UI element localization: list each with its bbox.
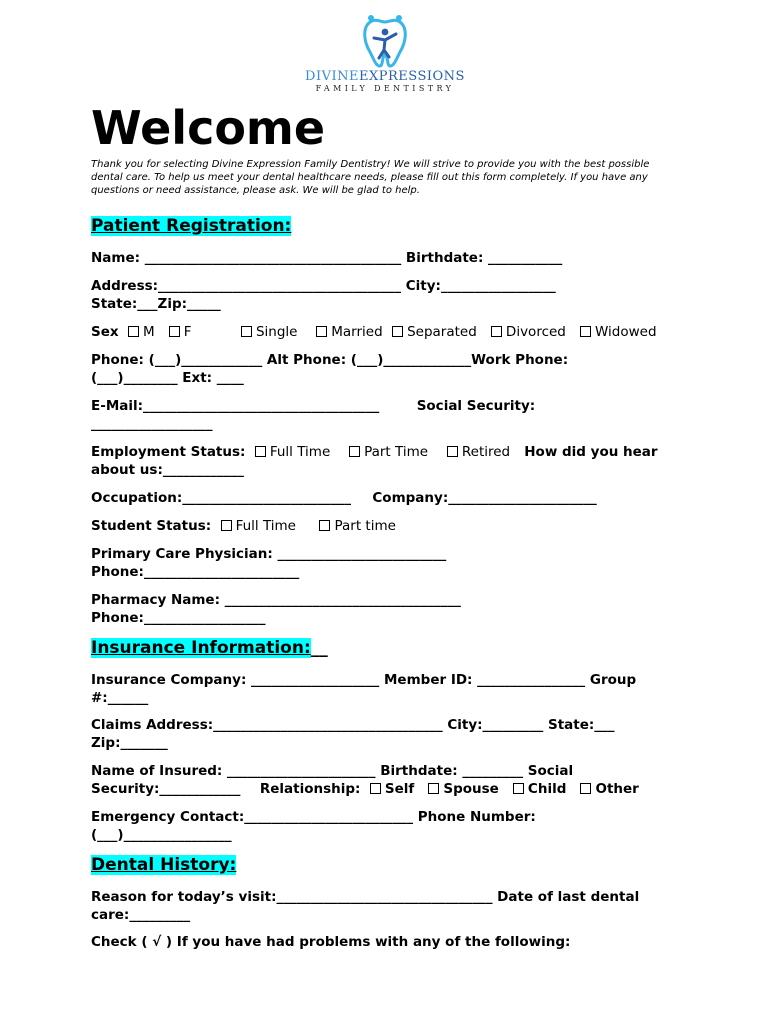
insured-relationship-line xyxy=(91,780,681,798)
checkbox-icon xyxy=(349,446,360,457)
brand-tagline: FAMILY DENTISTRY xyxy=(315,84,455,93)
marital-option-married[interactable]: Married xyxy=(316,324,382,340)
occupation-company-line xyxy=(91,489,681,507)
ssn-label: Social Security: xyxy=(416,398,536,414)
checkbox-icon xyxy=(255,446,266,457)
section-title: Insurance Information: xyxy=(91,638,311,658)
emergency-contact-line[interactable]: Emergency Contact:_________________________ Phone Number: xyxy=(91,809,536,825)
email-field[interactable]: E-Mail:___________________________________ xyxy=(91,398,380,414)
marital-option-widowed[interactable]: Widowed xyxy=(580,324,657,340)
relationship-option-spouse[interactable]: Spouse xyxy=(428,781,498,797)
brand-part-2: EXPRESSIONS xyxy=(359,69,465,84)
checkbox-icon xyxy=(447,446,458,457)
visit-reason-line[interactable]: Reason for today’s visit:________________________________ Date of last dental xyxy=(91,889,640,905)
pharmacy-line[interactable]: Pharmacy Name: ___________________________________ xyxy=(91,592,461,608)
ssn-field[interactable]: __________________ xyxy=(91,416,213,432)
name-birthdate-line[interactable]: Name: ______________________________________ Birthdate: ___________ xyxy=(91,250,563,266)
insured-ssn-field[interactable]: Security:____________ xyxy=(91,781,241,797)
brand-part-1: DIVINE xyxy=(305,69,359,84)
last-dental-care-line[interactable]: care:_________ xyxy=(91,907,191,923)
company-field[interactable]: Company:______________________ xyxy=(372,490,597,506)
pharmacy-phone-line[interactable]: Phone:__________________ xyxy=(91,610,266,626)
employment-status-line xyxy=(91,443,681,461)
checkbox-icon xyxy=(370,783,381,794)
occupation-field[interactable]: Occupation:_________________________ xyxy=(91,490,351,506)
student-option-full-time[interactable]: Full Time xyxy=(221,518,296,534)
claims-zip-line[interactable]: Zip:_______ xyxy=(91,735,168,751)
marital-option-divorced[interactable]: Divorced xyxy=(491,324,566,340)
how-heard-label: How did you hear xyxy=(524,444,658,460)
checkbox-icon xyxy=(221,520,232,531)
checkbox-icon xyxy=(580,326,591,337)
insured-name-line[interactable]: Name of Insured: ______________________ Birthdate: _________ Social xyxy=(91,763,574,779)
brand-name xyxy=(0,70,770,84)
section-insurance-information xyxy=(91,637,328,659)
employment-label: Employment Status: xyxy=(91,444,246,460)
section-title: Patient Registration: xyxy=(91,216,292,236)
marital-option-separated[interactable]: Separated xyxy=(392,324,477,340)
how-heard-field[interactable]: about us:____________ xyxy=(91,462,244,478)
claims-address-line[interactable]: Claims Address:__________________________________ City:_________ State:___ xyxy=(91,717,615,733)
insurance-company-line[interactable]: Insurance Company: ___________________ Member ID: ________________ Group xyxy=(91,672,637,688)
intro-text: Thank you for selecting Divine Expression Family Dentistry! We will strive to provide you with the best possible dental care. To help us meet your dental healthcare needs, please fill out this form completely. If you have any questions or need assistance, please ask. We will be glad to help. xyxy=(91,159,650,196)
employment-option-full-time[interactable]: Full Time xyxy=(255,444,330,460)
sex-option-m[interactable]: M xyxy=(128,324,155,340)
student-status-line xyxy=(91,517,681,535)
sex-label: Sex xyxy=(91,324,119,340)
emergency-phone-line[interactable]: (___)________________ xyxy=(91,827,232,843)
group-number-line[interactable]: #:______ xyxy=(91,690,149,706)
phone-ext-line[interactable]: (___)________ Ext: ____ xyxy=(91,370,244,386)
relationship-option-child[interactable]: Child xyxy=(513,781,566,797)
checkbox-icon xyxy=(241,326,252,337)
page-title: Welcome xyxy=(91,101,326,155)
relationship-option-other[interactable]: Other xyxy=(580,781,638,797)
student-option-part-time[interactable]: Part time xyxy=(319,518,395,534)
sex-marital-line xyxy=(91,323,681,341)
state-zip-line[interactable]: State:___Zip:_____ xyxy=(91,296,221,312)
checkbox-icon xyxy=(428,783,439,794)
checkbox-icon xyxy=(319,520,330,531)
checkbox-icon xyxy=(580,783,591,794)
checkbox-icon xyxy=(491,326,502,337)
employment-option-retired[interactable]: Retired xyxy=(447,444,510,460)
section-dental-history xyxy=(91,854,236,876)
checkbox-icon xyxy=(513,783,524,794)
marital-option-single[interactable]: Single xyxy=(241,324,298,340)
dental-problems-instruction: Check ( √ ) If you have had problems with any of the following: xyxy=(91,934,571,950)
employment-option-part-time[interactable]: Part Time xyxy=(349,444,428,460)
checkbox-icon xyxy=(392,326,403,337)
section-title: Dental History: xyxy=(91,855,237,875)
relationship-option-self[interactable]: Self xyxy=(370,781,414,797)
checkbox-icon xyxy=(316,326,327,337)
checkbox-icon xyxy=(169,326,180,337)
student-label: Student Status: xyxy=(91,518,212,534)
checkbox-icon xyxy=(128,326,139,337)
section-patient-registration xyxy=(91,215,291,237)
practice-logo xyxy=(0,12,770,94)
pcp-line[interactable]: Primary Care Physician: _________________________ xyxy=(91,546,447,562)
sex-option-f[interactable]: F xyxy=(169,324,192,340)
tooth-logo-icon xyxy=(360,12,410,68)
email-ssn-line xyxy=(91,397,681,415)
address-city-line[interactable]: Address:____________________________________ City:_________________ xyxy=(91,278,556,294)
phone-line[interactable]: Phone: (___)____________ Alt Phone: (___)_____________Work Phone: xyxy=(91,352,569,368)
section-trail: __ xyxy=(310,638,328,658)
relationship-label: Relationship: xyxy=(259,781,361,797)
pcp-phone-line[interactable]: Phone:_______________________ xyxy=(91,564,300,580)
